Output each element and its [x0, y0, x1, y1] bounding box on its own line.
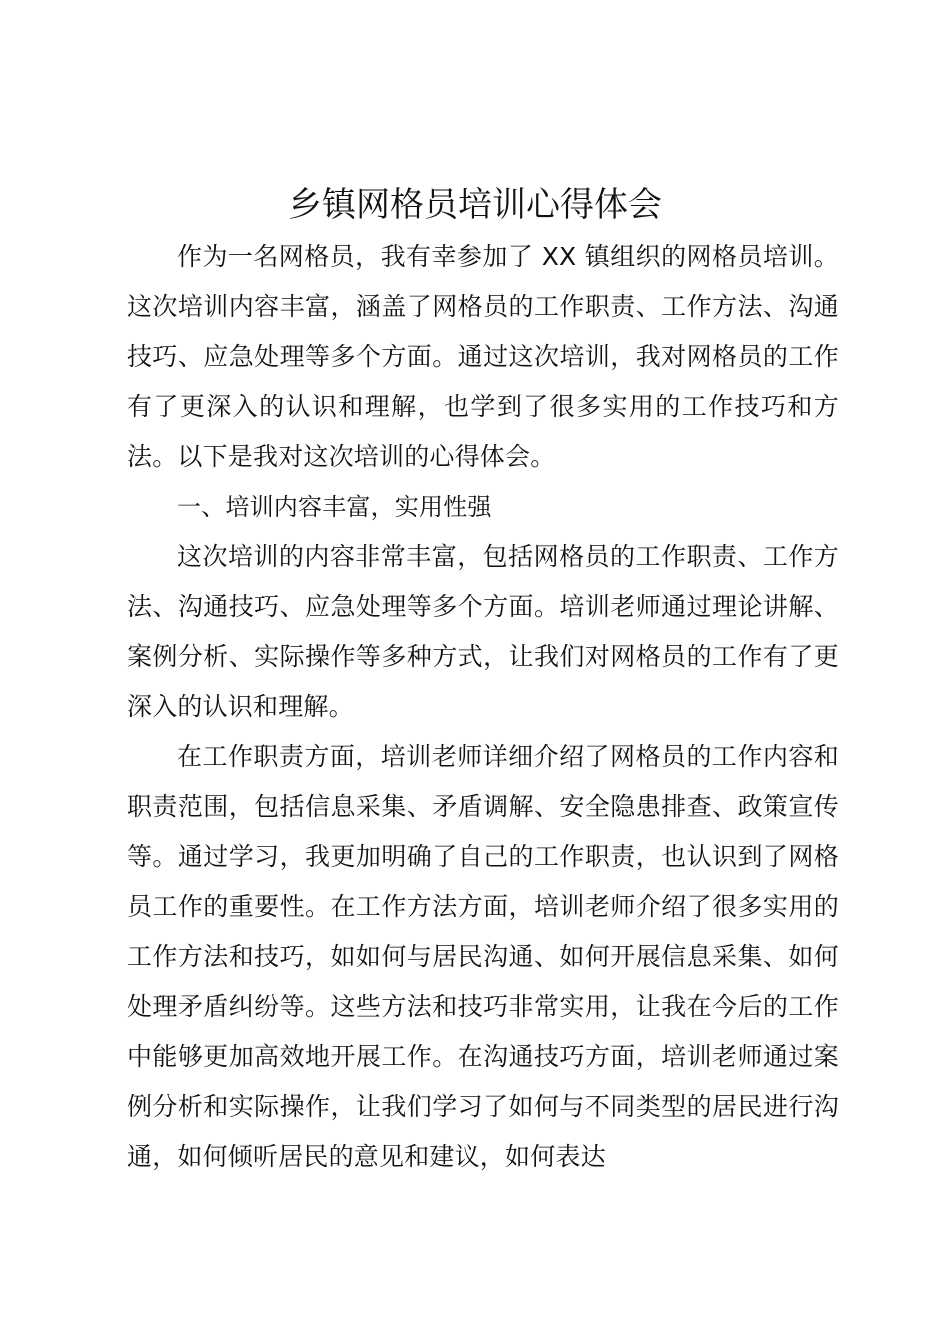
- section-heading: 一、培训内容丰富，实用性强: [177, 493, 492, 521]
- document-title: 乡镇网格员培训心得体会: [288, 185, 662, 225]
- paragraph-details: 在工作职责方面，培训老师详细介绍了网格员的工作内容和职责范围，包括信息采集、矛盾调解、安全隐患排查、政策宣传等。通过学习，我更加明确了自己的工作职责，也认识到了网格员工作的重要性。在工作方法方面，培训老师介绍了很多实用的工作方法和技巧，如如何与居民沟通、如何开展信息采集、如何处理矛盾纠纷等。这些方法和技巧非常实用，让我在今后的工作中能够更加高效地开展工作。在沟通技巧方面，培训老师通过案例分析和实际操作，让我们学习了如何与不同类型的居民进行沟通，如何倾听居民的意见和建议，如何表达: [127, 742, 839, 1171]
- document-body: [127, 232, 839, 1182]
- paragraph-content: 这次培训的内容非常丰富，包括网格员的工作职责、工作方法、沟通技巧、应急处理等多个方面。培训老师通过理论讲解、案例分析、实际操作等多种方式，让我们对网格员的工作有了更深入的认识和理解。: [127, 542, 839, 721]
- paragraph-intro: 作为一名网格员，我有幸参加了 XX 镇组织的网格员培训。这次培训内容丰富，涵盖了网格员的工作职责、工作方法、沟通技巧、应急处理等多个方面。通过这次培训，我对网格员的工作有了更深入的认识和理解，也学到了很多实用的工作技巧和方法。以下是我对这次培训的心得体会。: [127, 242, 839, 471]
